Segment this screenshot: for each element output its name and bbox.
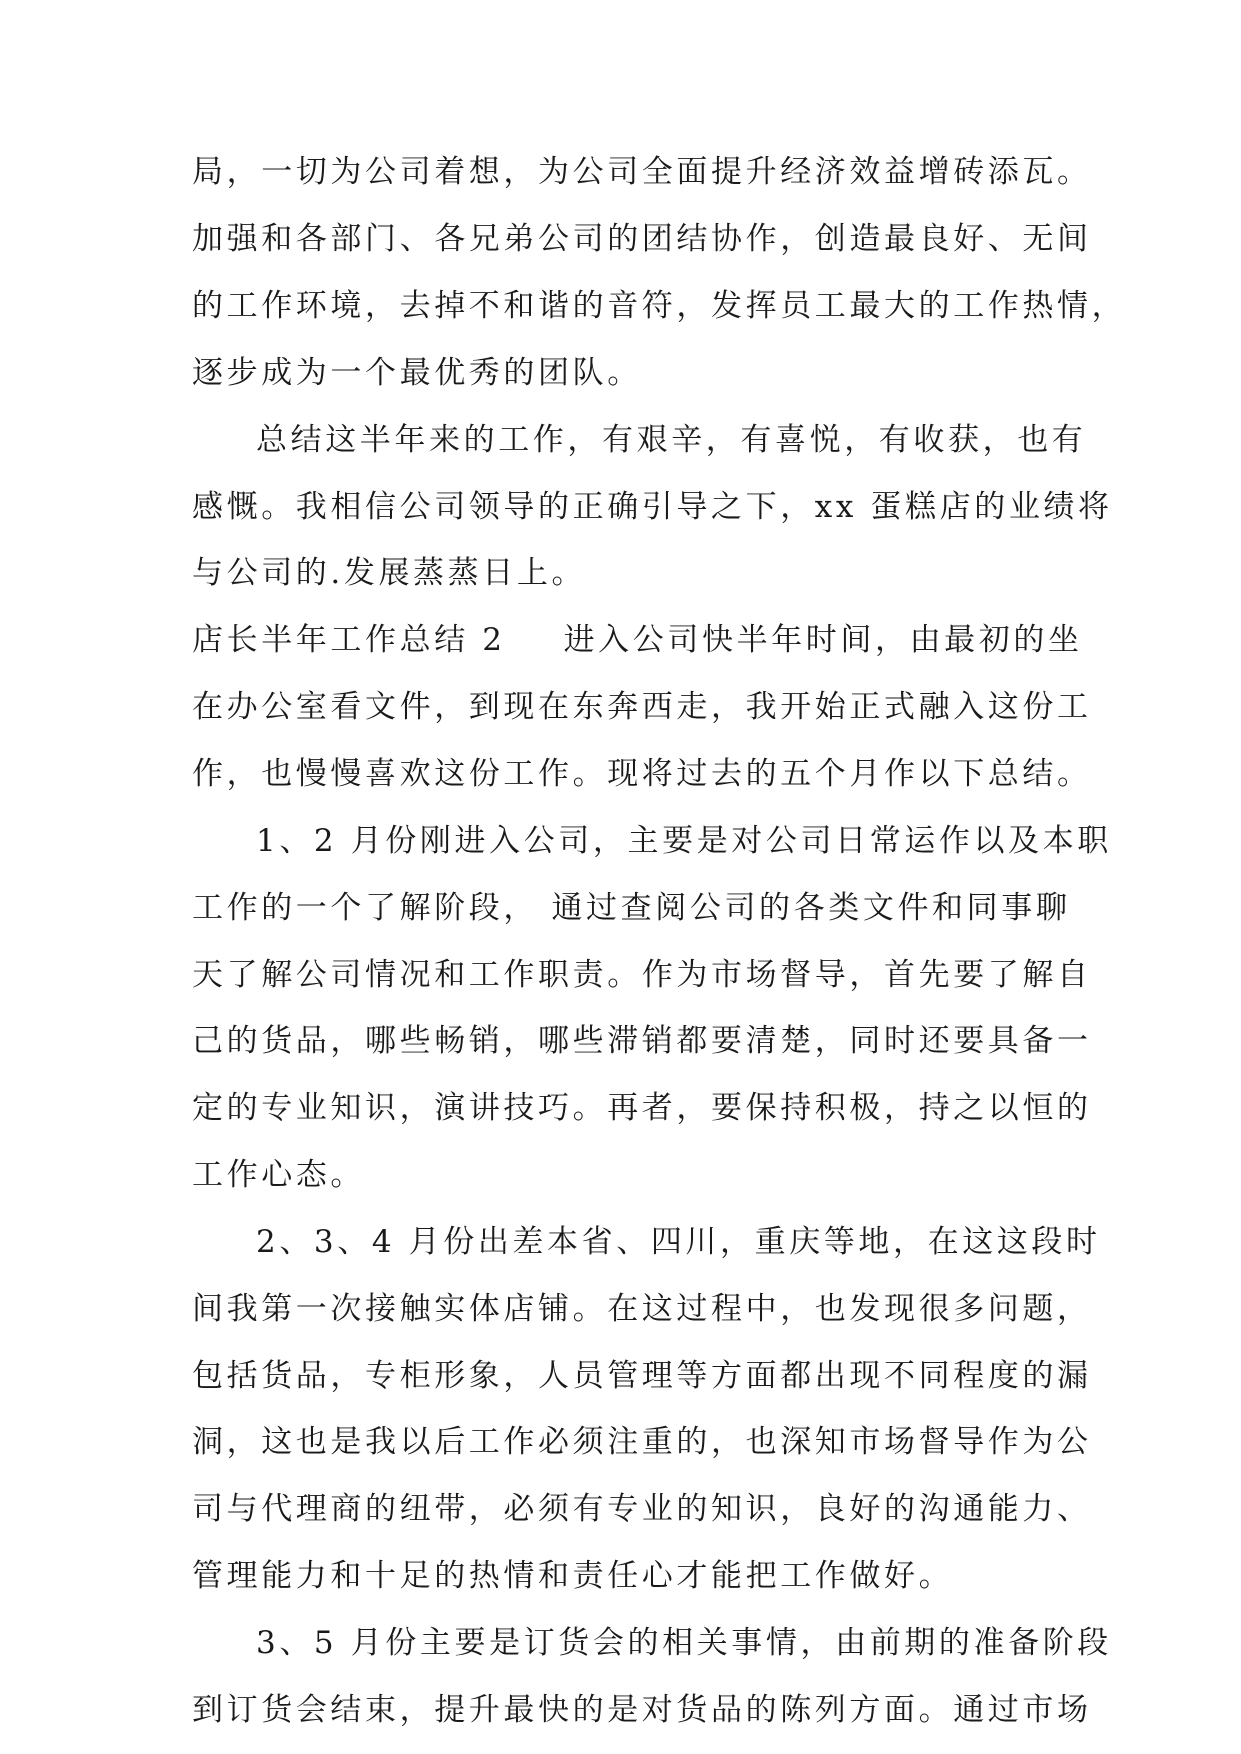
text-line: 作，也慢慢喜欢这份工作。现将过去的五个月作以下总结。 [192,756,1092,792]
section-heading-line [192,620,1083,660]
text-line: 定的专业知识，演讲技巧。再者，要保持积极，持之以恒的 [192,1090,1092,1126]
text-line: 逐步成为一个最优秀的团队。 [192,355,642,391]
text-line: 2、3、4 月份出差本省、四川，重庆等地，在这这段时 [256,1224,1101,1260]
text-line: 3、5 月份主要是订货会的相关事情，由前期的准备阶段 [256,1625,1112,1661]
text-line: 间我第一次接触实体店铺。在这过程中，也发现很多问题， [192,1291,1092,1327]
text-line: 司与代理商的纽带，必须有专业的知识，良好的沟通能力、 [192,1491,1092,1527]
text-line: 进入公司快半年时间，由最初的坐 [563,622,1083,658]
text-line: 1、2 月份刚进入公司，主要是对公司日常运作以及本职 [256,823,1112,859]
text-line: 局，一切为公司着想，为公司全面提升经济效益增砖添瓦。 [192,154,1092,190]
text-line: 在办公室看文件，到现在东奔西走，我开始正式融入这份工 [192,689,1092,725]
text-line: 与公司的.发展蒸蒸日上。 [192,555,587,591]
text-line: 包括货品，专柜形象，人员管理等方面都出现不同程度的漏 [192,1358,1092,1394]
section-heading: 店长半年工作总结 2 [192,622,506,658]
text-line: 到订货会结束，提升最快的是对货品的陈列方面。通过市场 [192,1692,1092,1728]
text-line: 感慨。我相信公司领导的正确引导之下，xx 蛋糕店的业绩将 [192,489,1113,525]
text-line: 的工作环境，去掉不和谐的音符，发挥员工最大的工作热情， [192,288,1127,324]
text-line: 管理能力和十足的热情和责任心才能把工作做好。 [192,1558,954,1594]
text-line: 洞，这也是我以后工作必须注重的，也深知市场督导作为公 [192,1424,1092,1460]
text-line: 总结这半年来的工作，有艰辛，有喜悦，有收获，也有 [256,422,1087,458]
text-line: 工作的一个了解阶段， 通过查阅公司的各类文件和同事聊 [192,890,1071,926]
text-line: 加强和各部门、各兄弟公司的团结协作，创造最良好、无间 [192,221,1092,257]
text-line: 己的货品，哪些畅销，哪些滞销都要清楚，同时还要具备一 [192,1023,1092,1059]
text-line: 工作心态。 [192,1157,365,1193]
text-line: 天了解公司情况和工作职责。作为市场督导，首先要了解自 [192,957,1092,993]
